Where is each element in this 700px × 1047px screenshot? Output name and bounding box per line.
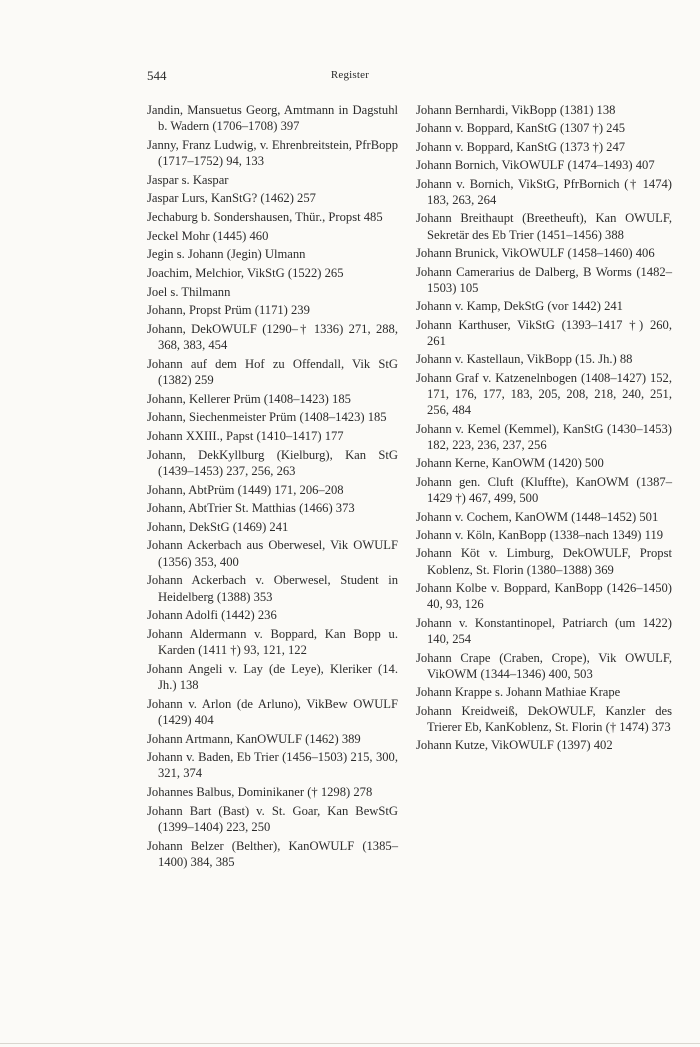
register-entry: Johann XXIII., Papst (1410–1417) 177 [147,428,344,443]
register-entry: Joachim, Melchior, VikStG (1522) 265 [147,265,344,280]
register-column-left [147,102,398,872]
register-entry: Jaspar s. Kaspar [147,172,229,187]
page-number: 544 [147,68,167,83]
register-column-right [416,102,672,756]
register-entry: Johann Kolbe v. Boppard, KanBopp (1426–1450) 40, 93, 126 [416,581,672,612]
register-entry: Johann Graf v. Katzenelnbogen (1408–1427) 152, 171, 176, 177, 183, 205, 208, 218, 240, 251, 256, 484 [416,370,672,418]
register-entry: Johann, AbtTrier St. Matthias (1466) 373 [147,501,355,516]
register-entry: Johann v. Cochem, KanOWM (1448–1452) 501 [416,509,659,524]
register-entry: Johann Kutze, VikOWULF (1397) 402 [416,738,613,753]
register-entry: Johann, Propst Prüm (1171) 239 [147,303,310,318]
register-entry: Johann Brunick, VikOWULF (1458–1460) 406 [416,246,655,261]
register-entry: Johann, DekStG (1469) 241 [147,519,289,534]
register-entry: Jechaburg b. Sondershausen, Thür., Propst 485 [147,210,383,225]
register-entry: Johann, DekOWULF (1290–† 1336) 271, 288, 368, 383, 454 [147,321,398,353]
register-entry: Johann, Kellerer Prüm (1408–1423) 185 [147,391,351,406]
register-entry: Johann v. Kemel (Kemmel), KanStG (1430–1453) 182, 223, 236, 237, 256 [416,421,672,452]
register-entry: Johann Breithaupt (Breetheuft), Kan OWULF, Sekretär des Eb Trier (1451–1456) 388 [416,211,672,242]
register-entry: Johann, Siechenmeister Prüm (1408–1423) 185 [147,410,387,425]
register-entry: Johannes Balbus, Dominikaner († 1298) 278 [147,785,373,800]
register-entry: Johann Bart (Bast) v. St. Goar, Kan BewStG (1399–1404) 223, 250 [147,803,398,834]
register-entry: Johann Krappe s. Johann Mathiae Krape [416,685,621,700]
register-entry: Johann v. Boppard, KanStG (1373 †) 247 [416,139,626,154]
register-entry: Johann Bornich, VikOWULF (1474–1493) 407 [416,158,655,173]
register-entry: Johann Belzer (Belther), KanOWULF (1385–1400) 384, 385 [147,838,398,869]
register-entry: Johann Ackerbach aus Oberwesel, Vik OWULF (1356) 353, 400 [147,538,398,569]
register-entry: Johann auf dem Hof zu Offendall, Vik StG (1382) 259 [147,356,398,388]
register-entry: Johann gen. Cluft (Kluffte), KanOWM (1387–1429 †) 467, 499, 500 [416,474,672,506]
page-bottom-edge [0,1043,700,1044]
register-entry: Johann, DekKyllburg (Kielburg), Kan StG (1439–1453) 237, 256, 263 [147,447,398,478]
register-entry: Jeckel Mohr (1445) 460 [147,228,269,243]
register-entry: Johann v. Köln, KanBopp (1338–nach 1349) 119 [416,528,664,542]
register-entry: Johann Angeli v. Lay (de Leye), Kleriker (14. Jh.) 138 [147,661,398,692]
register-entry: Johann, AbtPrüm (1449) 171, 206–208 [147,482,344,497]
register-entry: Johann Ackerbach v. Oberwesel, Student in Heidelberg (1388) 353 [147,573,398,604]
register-entry: Johann v. Kamp, DekStG (vor 1442) 241 [416,299,623,314]
register-entry: Joel s. Thilmann [147,284,231,299]
register-entry: Johann Karthuser, VikStG (1393–1417 †) 260, 261 [416,317,672,348]
register-entry: Jegin s. Johann (Jegin) Ulmann [147,247,306,262]
register-entry: Johann Kerne, KanOWM (1420) 500 [416,456,604,471]
register-entry: Johann Bernhardi, VikBopp (1381) 138 [416,103,616,117]
register-entry: Johann Aldermann v. Boppard, Kan Bopp u. Karden (1411 †) 93, 121, 122 [147,626,398,658]
running-head: Register [330,69,370,81]
register-entry: Johann v. Konstantinopel, Patriarch (um 1422) 140, 254 [416,615,672,647]
register-entry: Johann Adolfi (1442) 236 [147,608,277,623]
register-entry: Jaspar Lurs, KanStG? (1462) 257 [147,191,316,206]
register-entry: Johann Köt v. Limburg, DekOWULF, Propst Koblenz, St. Florin (1380–1388) 369 [416,546,672,577]
register-entry: Johann v. Bornich, VikStG, PfrBornich († 1474) 183, 263, 264 [416,176,672,207]
register-entry: Johann Camerarius de Dalberg, B Worms (1482–1503) 105 [416,264,672,295]
register-entry: Johann Artmann, KanOWULF (1462) 389 [147,731,361,746]
register-entry: Johann v. Boppard, KanStG (1307 †) 245 [416,121,626,136]
register-entry: Johann v. Kastellaun, VikBopp (15. Jh.) 88 [416,352,633,367]
register-entry: Johann v. Baden, Eb Trier (1456–1503) 215, 300, 321, 374 [147,750,398,781]
register-entry: Jandin, Mansuetus Georg, Amtmann in Dagstuhl b. Wadern (1706–1708) 397 [147,103,398,134]
register-entry: Johann v. Arlon (de Arluno), VikBew OWULF (1429) 404 [147,696,398,727]
register-entry: Johann Kreidweiß, DekOWULF, Kanzler des Trierer Eb, KanKoblenz, St. Florin († 1474) 373 [416,703,672,734]
register-entry: Johann Crape (Craben, Crope), Vik OWULF, VikOWM (1344–1346) 400, 503 [416,650,672,681]
register-entry: Janny, Franz Ludwig, v. Ehrenbreitstein, PfrBopp (1717–1752) 94, 133 [147,137,398,169]
